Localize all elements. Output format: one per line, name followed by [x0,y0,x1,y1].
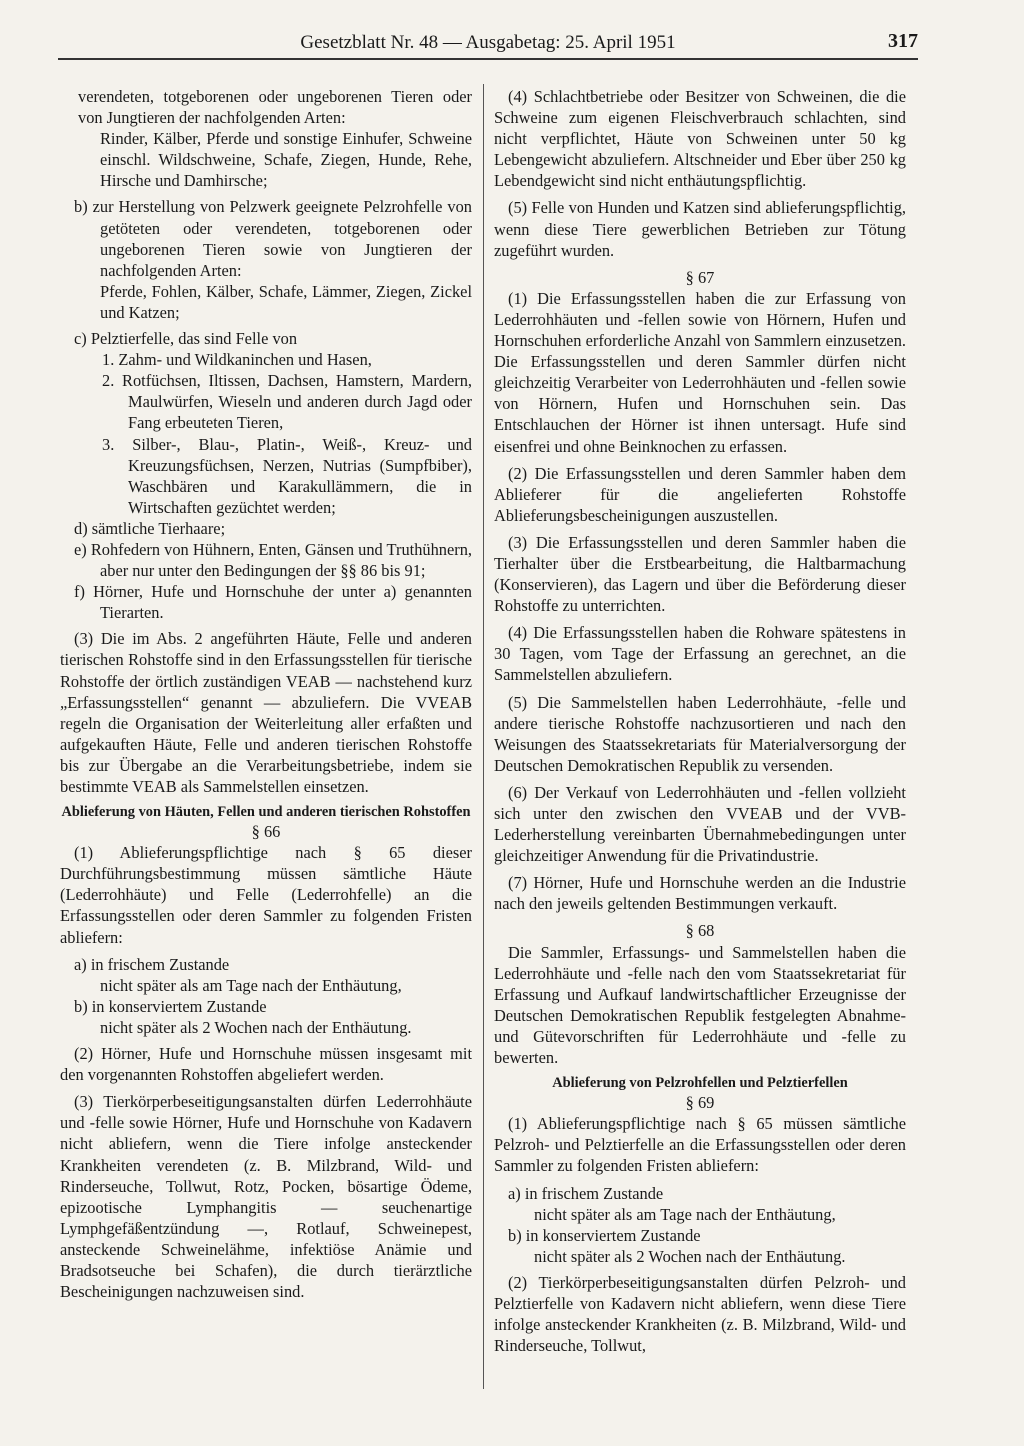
paragraph: (1) Die Erfassungsstellen haben die zur Erfassung von Lederrohhäuten und -fellen sowie von Hörnern, Hufen und Hornschuhen erforderliche Anzahl von Sammlern einzusetzen. Die Erfassungsstellen und deren Sammler dürfen nicht gleichzeitig Verarbeiter von Lederrohhäuten und -fellen sowie von Hörnern, Hufen und Hornschuhen sein. Das Entschlauchen der Hörner ist ihnen untersagt. Hufe sind eisenfrei und ohne Beinknochen zu erfassen. [494,288,906,456]
paragraph: (4) Schlachtbetriebe oder Besitzer von Schweinen, die die Schweine zum eigenen Fleischverbrauch schlachten, sind nicht verpflichtet, Häute von Schweinen unter 50 kg Lebengewicht abzuliefern. Altschneider und Eber über 250 kg Lebendgewicht sind nicht enthäutungspflichtig. [494,87,906,191]
list-text: nicht später als 2 Wochen nach der Enthäutung. [100,1017,412,1037]
paragraph: verendeten, totgeborenen oder ungeborenen Tieren oder von Jungtieren der nachfolgenden Arten: [78,87,472,128]
paragraph: (6) Der Verkauf von Lederrohhäuten und -fellen vollzieht sich unter den zwischen den VVEAB und der VVB-Lederherstellung vereinbarten Übernahmebedingungen unter gleichzeitiger Anwendung für die Privatindustrie. [494,782,906,866]
list-text: nicht später als am Tage nach der Enthäutung, [534,1204,836,1224]
paragraph: (2) Hörner, Hufe und Hornschuhe müssen insgesamt mit den vorgenannten Rohstoffen abgeliefert werden. [60,1044,472,1085]
header-title: Gesetzblatt Nr. 48 — Ausgabetag: 25. April 1951 [300,32,676,53]
list-item: a) in frischem Zustande [74,954,230,974]
section-heading: Ablieferung von Häuten, Fellen und anderen tierischen Rohstoffen [61,804,471,821]
paragraph: (1) Ablieferungspflichtige nach § 65 dieser Durchführungsbestimmung müssen sämtliche Häute (Lederrohhäute) und Felle (Lederrohfelle) an die Erfassungsstellen oder deren Sammler zu folgenden Fristen abliefern: [60,843,472,947]
list-item: 1. Zahm- und Wildkaninchen und Hasen, [102,350,372,370]
section-number: § 67 [685,267,715,287]
section-number: § 68 [685,921,715,941]
list-item: c) Pelztierfelle, das sind Felle von [74,329,298,349]
list-text: nicht später als 2 Wochen nach der Enthäutung. [534,1246,846,1266]
list-item: a) in frischem Zustande [508,1183,664,1203]
paragraph: (2) Tierkörperbeseitigungsanstalten dürfen Pelzroh- und Pelztierfelle von Kadavern nicht abliefern, wenn diese Tiere infolge ansteckender Krankheiten (z. B. Milzbrand, Wild- und Rinderseuche, Tollwut, [494,1272,906,1356]
paragraph: (5) Die Sammelstellen haben Lederrohhäute, -felle und andere tierische Rohstoffe nachzusortieren und nach den Weisungen des Staatssekretariats für Materialversorgung der Deutschen Demokratischen Republik zu versenden. [494,692,906,775]
paragraph: (5) Felle von Hunden und Katzen sind ablieferungspflichtig, wenn diese Tiere gewerblichen Betrieben zur Tötung zugeführt wurden. [494,198,906,260]
list-item: 2. Rotfüchsen, Iltissen, Dachsen, Hamstern, Mardern, Maulwürfen, Wieseln und anderen durch Jagd oder Fang erbeuteten Tieren, [102,371,472,433]
paragraph: (3) Die im Abs. 2 angeführten Häute, Felle und anderen tierischen Rohstoffe sind in den Erfassungsstellen für tierische Rohstoffe der örtlich zuständigen VEAB — nachstehend kurz „Erfassungsstellen“ genannt — abzuliefern. Die VVEAB regeln die Organisation der Weiterleitung aller erfaßten und aufgekauften Häute, Felle und anderen tierischen Rohstoffe bis zur Übergabe an die Verarbeitungsbetriebe, indem sie bestimmte VEAB als Sammelstellen einsetzen. [60,629,472,796]
paragraph: (4) Die Erfassungsstellen haben die Rohware spätestens in 30 Tagen, vom Tage der Erfassung an gerechnet, an die Sammelstellen abzuliefern. [494,623,906,685]
right-column [494,86,906,1362]
section-number: § 66 [251,822,281,842]
page-number: 317 [888,30,918,52]
list-item: 3. Silber-, Blau-, Platin-, Weiß-, Kreuz- und Kreuzungsfüchsen, Nerzen, Nutrias (Sumpfbiber), Waschbären und Karakullämmern, die in Wirtschaften gezüchtet werden; [102,434,472,517]
list-item: d) sämtliche Tierhaare; [74,518,226,538]
header-rule [58,58,918,60]
list-item: b) in konserviertem Zustande [508,1225,701,1245]
paragraph: (7) Hörner, Hufe und Hornschuhe werden an die Industrie nach den jeweils geltenden Bestimmungen verkauft. [494,873,906,914]
paragraph: (1) Ablieferungspflichtige nach § 65 müssen sämtliche Pelzroh- und Pelztierfelle an die Erfassungsstellen oder deren Sammler zu folgenden Fristen abliefern: [494,1114,906,1176]
section-number: § 69 [685,1093,715,1113]
list-item: b) in konserviertem Zustande [74,996,267,1016]
paragraph: (3) Die Erfassungsstellen und deren Sammler haben die Tierhalter über die Erstbearbeitung, die Haltbarmachung (Konservieren), das Lagern und über die Beförderung dieser Rohstoffe zu unterrichten. [494,532,906,616]
paragraph: (3) Tierkörperbeseitigungsanstalten dürfen Lederrohhäute und -felle sowie Hörner, Hufe und Hornschuhe von Kadavern nicht abliefern, wenn die Tiere infolge ansteckender Krankheiten verendeten (z. B. Milzbrand, Wild- und Rinderseuche, Tollwut, Rotz, Pocken, bösartige Ödeme, epizootische Lymphangitis — seuchenartige Lymphgefäßentzündung —, Rotlauf, Schweinepest, ansteckende Schweinelähme, infektiöse Anämie und Bradsotseuche bei Schafen), die durch tierärztliche Bescheinigungen nachzuweisen sind. [60,1092,472,1302]
list-item: f) Hörner, Hufe und Hornschuhe der unter a) genannten Tierarten. [74,582,472,623]
paragraph: (2) Die Erfassungsstellen und deren Sammler haben dem Ablieferer für die angelieferten Rohstoffe Ablieferungsbescheinigungen auszustellen. [494,463,906,525]
list-item: b) zur Herstellung von Pelzwerk geeignete Pelzrohfelle von getöteten oder verendeten, totgeborenen oder ungeborenen Tieren sowie von Jungtieren der nachfolgenden Arten: [74,197,472,280]
column-divider [483,84,484,1389]
list-text: Pferde, Fohlen, Kälber, Schafe, Lämmer, Ziegen, Zickel und Katzen; [100,281,472,322]
list-text: Rinder, Kälber, Pferde und sonstige Einhufer, Schweine einschl. Wildschweine, Schafe, Ziegen, Hunde, Rehe, Hirsche und Damhirsche; [100,129,472,191]
paragraph: Die Sammler, Erfassungs- und Sammelstellen haben die Lederrohhäute und -felle nach den vom Staatssekretariat für Erfassung und Aufkauf landwirtschaftlicher Erzeugnisse der Deutschen Demokratischen Republik festgelegten Abnahme- und Gütevorschriften für Lederrohhäute und -felle zu bewerten. [494,942,906,1068]
section-heading: Ablieferung von Pelzrohfellen und Pelztierfellen [552,1075,848,1092]
page-header [58,30,918,56]
left-column [60,86,472,1308]
list-text: nicht später als am Tage nach der Enthäutung, [100,975,402,995]
list-item: e) Rohfedern von Hühnern, Enten, Gänsen und Truthühnern, aber nur unter den Bedingungen der §§ 86 bis 91; [74,539,472,581]
